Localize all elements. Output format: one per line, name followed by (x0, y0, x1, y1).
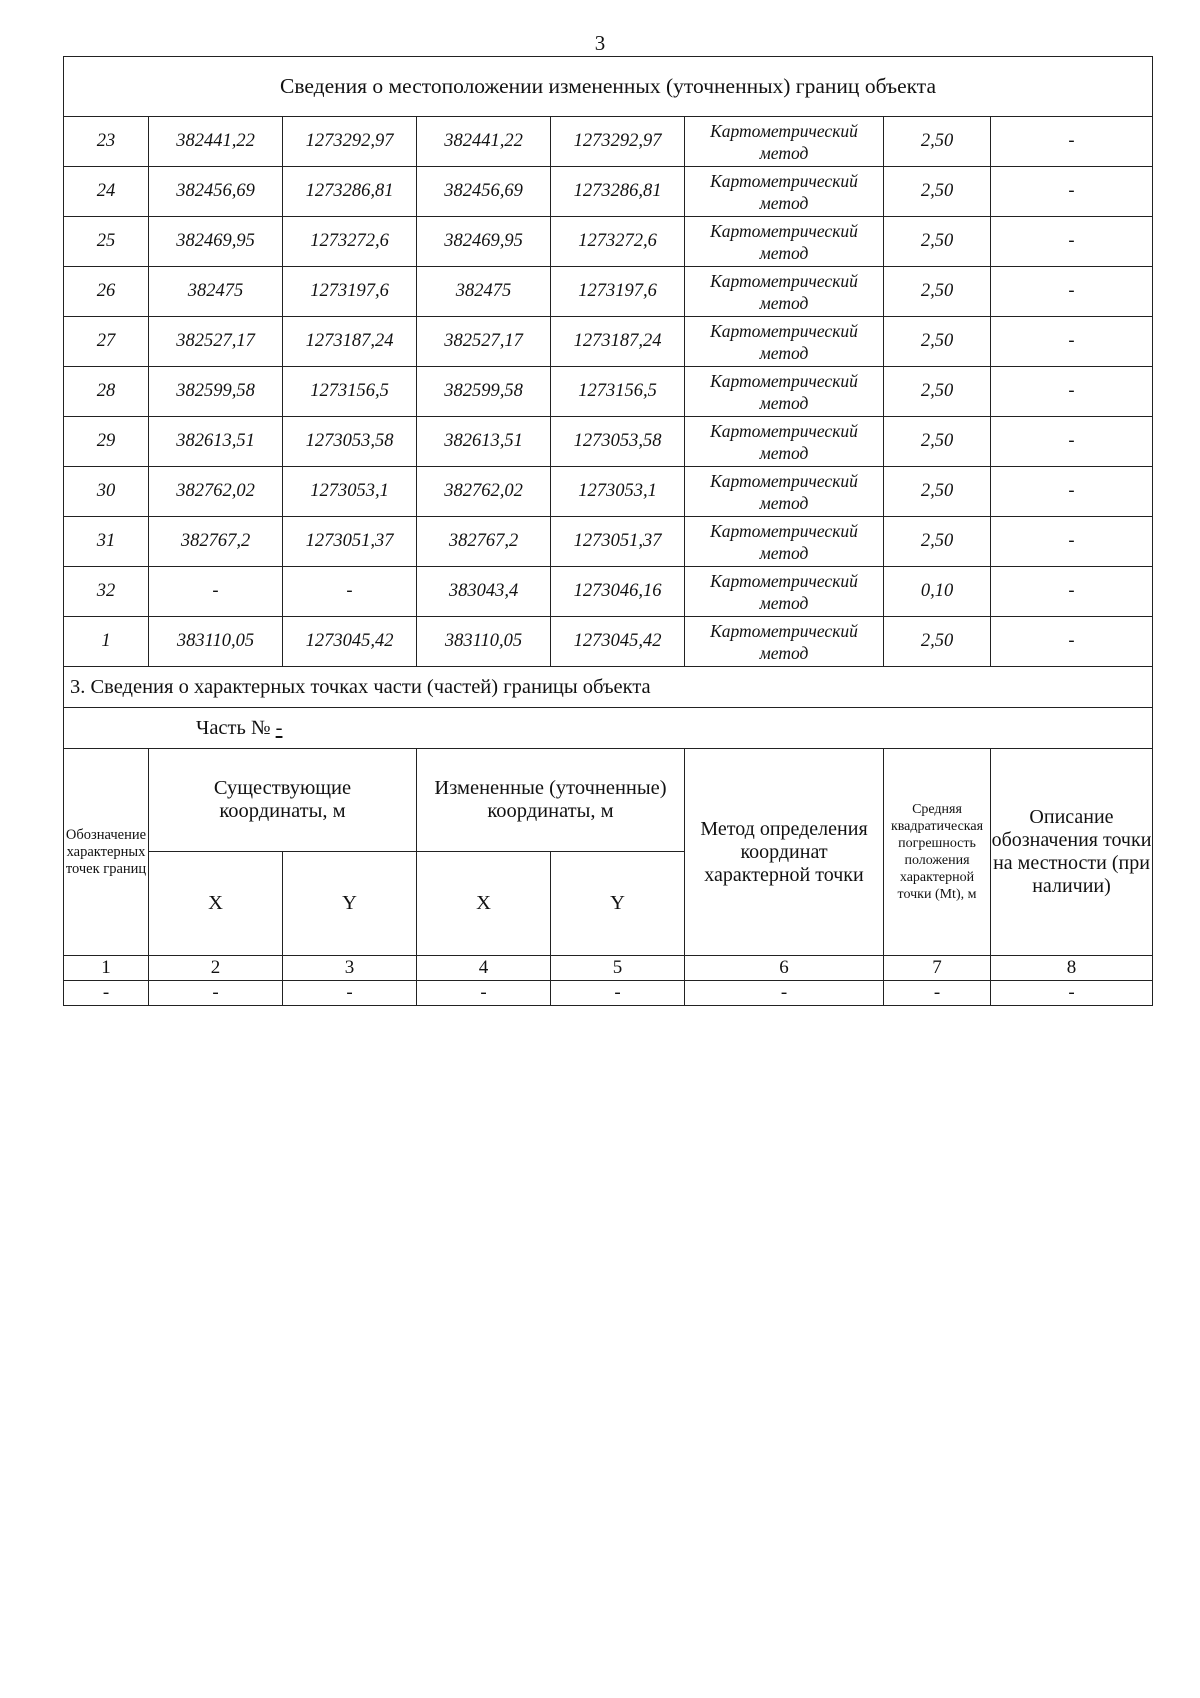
table-cell: 382456,69 (149, 167, 283, 217)
table-cell: 1273187,24 (551, 317, 685, 367)
table-cell: - (149, 981, 283, 1006)
point-number-cell: 28 (64, 367, 149, 417)
table-cell: - (991, 367, 1153, 417)
table-cell: 2,50 (884, 117, 991, 167)
table-cell: - (991, 217, 1153, 267)
table-cell: 1273053,58 (551, 417, 685, 467)
table-cell: - (991, 317, 1153, 367)
table-cell: - (991, 467, 1153, 517)
part-line (64, 708, 1153, 749)
table-cell: 382762,02 (149, 467, 283, 517)
table-cell: 2,50 (884, 317, 991, 367)
table-cell: 382469,95 (417, 217, 551, 267)
table-row (64, 167, 1153, 217)
table-cell: 1273197,6 (551, 267, 685, 317)
table-row (64, 617, 1153, 667)
table-row (64, 517, 1153, 567)
column-numbers-row (64, 956, 1153, 981)
table-cell: 382441,22 (149, 117, 283, 167)
table-cell: 2,50 (884, 417, 991, 467)
point-number-cell: 29 (64, 417, 149, 467)
header-method: Метод определения координат характерной точки (685, 749, 884, 956)
table-cell: - (991, 117, 1153, 167)
point-number-cell: 30 (64, 467, 149, 517)
table-cell: 383110,05 (417, 617, 551, 667)
table-cell: 1273053,58 (283, 417, 417, 467)
table-cell: 2,50 (884, 267, 991, 317)
table-cell: 1273292,97 (283, 117, 417, 167)
table-cell: 1273053,1 (283, 467, 417, 517)
column-number-cell: 5 (551, 956, 685, 981)
page-number: 3 (594, 31, 606, 55)
table-cell: - (884, 981, 991, 1006)
table-cell: 1273156,5 (551, 367, 685, 417)
column-number-cell: 6 (685, 956, 884, 981)
method-cell: Картометрический метод (685, 467, 884, 517)
table-row (64, 567, 1153, 617)
header-existing-coords: Существующие координаты, м (149, 749, 417, 852)
table-cell: 2,50 (884, 467, 991, 517)
table-cell: 383043,4 (417, 567, 551, 617)
table-cell: 1273272,6 (283, 217, 417, 267)
table-row (64, 267, 1153, 317)
table-cell: 2,50 (884, 367, 991, 417)
table-cell: 1273292,97 (551, 117, 685, 167)
table-cell: - (991, 417, 1153, 467)
header-error: Средняя квадратическая погрешность положения характерной точки (Mt), м (884, 749, 991, 956)
table-row (64, 217, 1153, 267)
table-cell: - (685, 981, 884, 1006)
table-row (64, 367, 1153, 417)
table-cell: - (991, 617, 1153, 667)
table-row (64, 117, 1153, 167)
section3-title: 3. Сведения о характерных точках части (частей) границы объекта (64, 667, 1153, 708)
point-number-cell: 24 (64, 167, 149, 217)
table-cell: 2,50 (884, 617, 991, 667)
point-number-cell: 27 (64, 317, 149, 367)
table-cell: - (283, 981, 417, 1006)
section-title: Сведения о местоположении измененных (уточненных) границ объекта (64, 57, 1153, 117)
point-number-cell: 31 (64, 517, 149, 567)
table-cell: 1273046,16 (551, 567, 685, 617)
column-number-cell: 4 (417, 956, 551, 981)
table-cell: 1273053,1 (551, 467, 685, 517)
table-cell: 383110,05 (149, 617, 283, 667)
point-number-cell: 23 (64, 117, 149, 167)
header-y-existing: Y (283, 852, 417, 956)
coordinates-table (63, 56, 1153, 1006)
table-cell: 0,10 (884, 567, 991, 617)
table-cell: 1273045,42 (551, 617, 685, 667)
part-value: - (275, 716, 283, 739)
table-cell: 382527,17 (149, 317, 283, 367)
point-number-cell: 32 (64, 567, 149, 617)
column-number-cell: 1 (64, 956, 149, 981)
method-cell: Картометрический метод (685, 267, 884, 317)
table-cell: 382599,58 (149, 367, 283, 417)
table-cell: - (64, 981, 149, 1006)
table-cell: 382527,17 (417, 317, 551, 367)
column-number-cell: 3 (283, 956, 417, 981)
method-cell: Картометрический метод (685, 617, 884, 667)
table-row (64, 317, 1153, 367)
table-cell: 382441,22 (417, 117, 551, 167)
method-cell: Картометрический метод (685, 167, 884, 217)
header-x-existing: X (149, 852, 283, 956)
table-row (64, 981, 1153, 1006)
table-cell: 1273156,5 (283, 367, 417, 417)
table-cell: 382613,51 (149, 417, 283, 467)
table-cell: 1273197,6 (283, 267, 417, 317)
table-cell: 1273051,37 (551, 517, 685, 567)
method-cell: Картометрический метод (685, 317, 884, 367)
point-number-cell: 25 (64, 217, 149, 267)
header-point-designation: Обозначение характерных точек границ (64, 749, 149, 956)
table-cell: 382456,69 (417, 167, 551, 217)
table-cell: - (991, 167, 1153, 217)
table-cell: 2,50 (884, 217, 991, 267)
table-cell: 382475 (417, 267, 551, 317)
table-cell: - (991, 267, 1153, 317)
table-cell: 382613,51 (417, 417, 551, 467)
column-number-cell: 2 (149, 956, 283, 981)
header-y-changed: Y (551, 852, 685, 956)
table-cell: 382767,2 (149, 517, 283, 567)
table-cell: 382599,58 (417, 367, 551, 417)
table-row (64, 417, 1153, 467)
table-cell: 1273187,24 (283, 317, 417, 367)
method-cell: Картометрический метод (685, 517, 884, 567)
table-cell: 1273045,42 (283, 617, 417, 667)
method-cell: Картометрический метод (685, 567, 884, 617)
table-cell: 1273051,37 (283, 517, 417, 567)
table-cell: - (551, 981, 685, 1006)
header-x-changed: X (417, 852, 551, 956)
table-cell: - (417, 981, 551, 1006)
table-cell: 382469,95 (149, 217, 283, 267)
column-number-cell: 8 (991, 956, 1153, 981)
table-cell: - (283, 567, 417, 617)
table-cell: 2,50 (884, 517, 991, 567)
table-cell: 382762,02 (417, 467, 551, 517)
column-number-cell: 7 (884, 956, 991, 981)
table-cell: - (991, 517, 1153, 567)
point-number-cell: 1 (64, 617, 149, 667)
table-cell: 1273286,81 (283, 167, 417, 217)
header-changed-coords: Измененные (уточненные) координаты, м (417, 749, 685, 852)
table-row (64, 467, 1153, 517)
table-cell: 382767,2 (417, 517, 551, 567)
header-description: Описание обозначения точки на местности (при наличии) (991, 749, 1153, 956)
part-label: Часть № (196, 716, 276, 739)
method-cell: Картометрический метод (685, 417, 884, 467)
table-cell: 1273286,81 (551, 167, 685, 217)
table-cell: - (991, 981, 1153, 1006)
table-cell: 1273272,6 (551, 217, 685, 267)
table-cell: 382475 (149, 267, 283, 317)
table-cell: 2,50 (884, 167, 991, 217)
method-cell: Картометрический метод (685, 117, 884, 167)
method-cell: Картометрический метод (685, 367, 884, 417)
table-cell: - (149, 567, 283, 617)
method-cell: Картометрический метод (685, 217, 884, 267)
table-cell: - (991, 567, 1153, 617)
point-number-cell: 26 (64, 267, 149, 317)
